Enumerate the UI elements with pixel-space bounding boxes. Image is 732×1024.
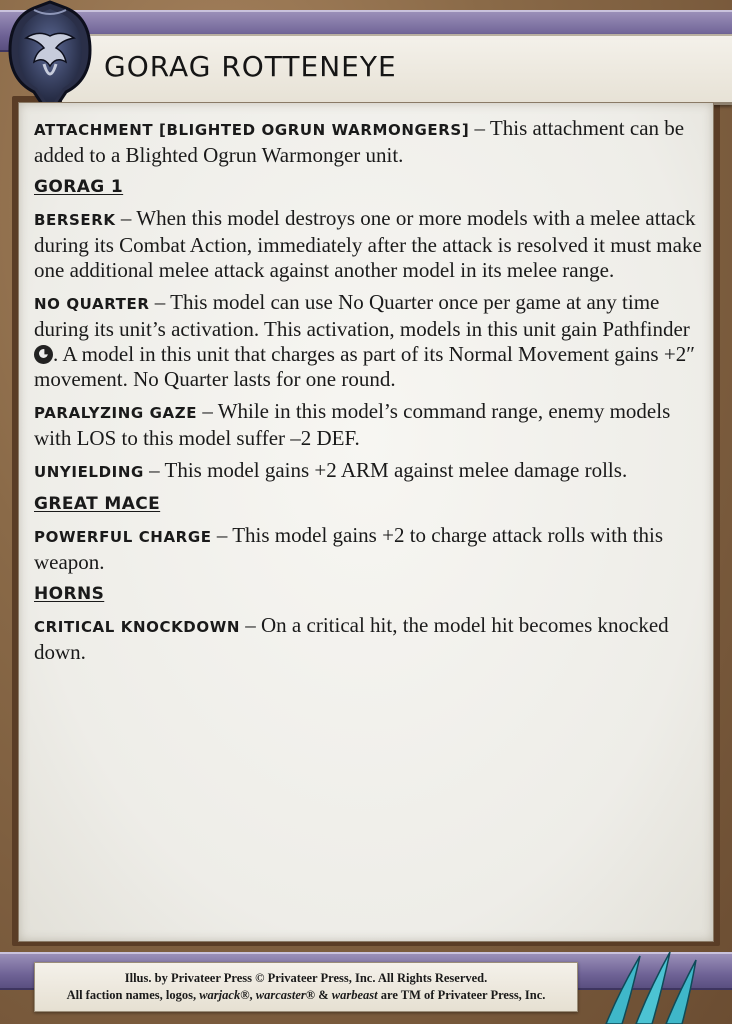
rules-text bbox=[34, 116, 704, 672]
rule-keyword: CRITICAL KNOCKDOWN bbox=[34, 618, 241, 636]
footer-line-2: All faction names, logos, warjack®, warcaster® & warbeast are TM of Privateer Press, Inc. bbox=[66, 988, 546, 1002]
rule-text: This model can use No Quarter once per game at any time during its unit’s activation. This activation, models in this unit gain Pathfinder bbox=[34, 290, 690, 341]
pathfinder-icon bbox=[34, 345, 53, 364]
rule-text: This attachment can be added to a Blighted Ogrun Warmonger unit. bbox=[34, 116, 685, 167]
rule-critical-knockdown: CRITICAL KNOCKDOWN – On a critical hit, the model hit becomes knocked down. bbox=[34, 613, 669, 664]
rule-berserk: BERSERK – When this model destroys one or more models with a melee attack during its Combat Action, immediately after the attack is resolved it must make one additional melee attack against another model in its melee range. bbox=[34, 206, 702, 282]
rule-text: When this model destroys one or more models with a melee attack during its Combat Action, immediately after the attack is resolved it must make one additional melee attack against another model in its melee range. bbox=[34, 206, 702, 282]
card-title: GORAG ROTTENEYE bbox=[104, 50, 397, 83]
section-heading-great-mace: GREAT MACE bbox=[34, 494, 161, 514]
faction-emblem-icon bbox=[4, 0, 96, 118]
rule-keyword: NO QUARTER bbox=[34, 295, 150, 313]
rule-keyword: ATTACHMENT [BLIGHTED OGRUN WARMONGERS] bbox=[34, 121, 470, 139]
rule-unyielding: UNYIELDING – This model gains +2 ARM against melee damage rolls. bbox=[34, 458, 628, 482]
rule-attachment: ATTACHMENT [BLIGHTED OGRUN WARMONGERS] – This attachment can be added to a Blighted Ogrun Warmonger unit. bbox=[34, 116, 685, 167]
section-heading-gorag: GORAG 1 bbox=[34, 177, 124, 197]
rule-text: On a critical hit, the model hit becomes knocked down. bbox=[34, 613, 669, 664]
rule-keyword: UNYIELDING bbox=[34, 463, 144, 481]
section-heading-horns: HORNS bbox=[34, 584, 105, 604]
copyright-footer bbox=[34, 962, 578, 1012]
rule-no-quarter: NO QUARTER – This model can use No Quarter once per game at any time during its unit’s activation. This activation, models in this unit gain Pathfinder . A model in this unit that charges as part of its Normal Movement gains +2″ movement. No Quarter lasts for one round. bbox=[34, 290, 695, 391]
rule-text: This model gains +2 to charge attack rolls with this weapon. bbox=[34, 523, 664, 574]
rule-text: This model gains +2 ARM against melee damage rolls. bbox=[164, 458, 628, 482]
rule-text: While in this model’s command range, enemy models with LOS to this model suffer –2 DEF. bbox=[34, 399, 671, 450]
rule-keyword: PARALYZING GAZE bbox=[34, 404, 198, 422]
rule-keyword: BERSERK bbox=[34, 211, 116, 229]
rule-paralyzing-gaze: PARALYZING GAZE – While in this model’s command range, enemy models with LOS to this model suffer –2 DEF. bbox=[34, 399, 671, 450]
rule-keyword: POWERFUL CHARGE bbox=[34, 528, 212, 546]
claw-marks-icon bbox=[596, 950, 706, 1024]
rule-text: . A model in this unit that charges as part of its Normal Movement gains +2″ movement. No Quarter lasts for one round. bbox=[34, 342, 695, 391]
rule-powerful-charge: POWERFUL CHARGE – This model gains +2 to charge attack rolls with this weapon. bbox=[34, 523, 664, 574]
footer-line-1: Illus. by Privateer Press © Privateer Press, Inc. All Rights Reserved. bbox=[124, 971, 488, 985]
